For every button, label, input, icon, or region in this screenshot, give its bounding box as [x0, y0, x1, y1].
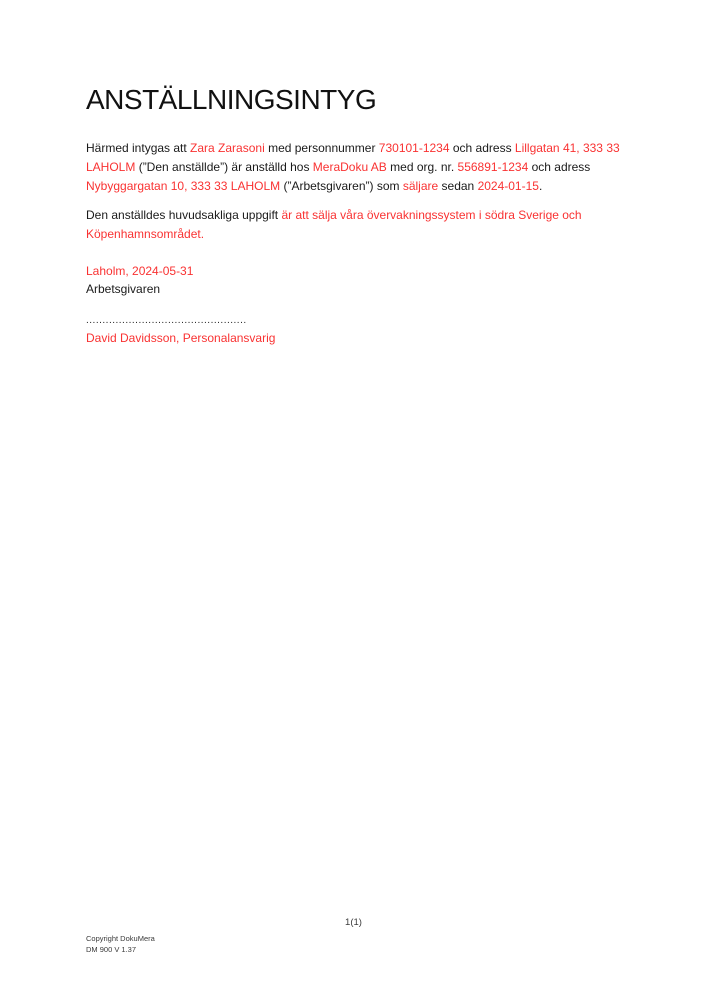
text-segment: (”Arbetsgivaren”) som	[280, 179, 403, 193]
text-segment: och adress	[449, 141, 515, 155]
text-segment: Härmed intygas att	[86, 141, 191, 155]
signature-dotted-line: .................................................	[86, 315, 247, 326]
duties-paragraph	[86, 206, 623, 244]
document-content	[86, 84, 623, 347]
text-segment: Den anställdes huvudsakliga uppgift	[86, 208, 282, 222]
signature-block	[86, 315, 623, 347]
highlighted-text-segment: är att sälja våra övervakningssystem i södra Sverige och Köpenhamnsområdet.	[86, 208, 582, 241]
page-number: 1(1)	[345, 917, 362, 928]
highlighted-text-segment: 2024-01-15	[477, 179, 539, 193]
signoff-block	[86, 262, 623, 298]
signature-name: David Davidsson, Personalansvarig	[86, 331, 276, 345]
intro-paragraph	[86, 139, 623, 196]
highlighted-text-segment: 730101-1234	[378, 141, 450, 155]
text-segment: .	[538, 179, 543, 193]
highlighted-text-segment: Nybyggargatan 10, 333 33 LAHOLM	[86, 179, 281, 193]
highlighted-text-segment: MeraDoku AB	[312, 160, 387, 174]
document-title: ANSTÄLLNINGSINTYG	[86, 84, 377, 115]
signer-role: Arbetsgivaren	[86, 282, 161, 296]
copyright-line: Copyright DokuMera	[86, 934, 155, 943]
place-and-date: Laholm, 2024-05-31	[86, 264, 194, 278]
highlighted-text-segment: säljare	[402, 179, 439, 193]
text-segment: sedan	[438, 179, 478, 193]
text-segment: med personnummer	[264, 141, 379, 155]
highlighted-text-segment: Lillgatan 41, 333 33 LAHOLM	[86, 141, 620, 174]
version-line: DM 900 V 1.37	[86, 945, 137, 954]
text-segment: och adress	[528, 160, 591, 174]
highlighted-text-segment: Zara Zarasoni	[190, 141, 265, 155]
highlighted-text-segment: 556891-1234	[457, 160, 529, 174]
text-segment: med org. nr.	[386, 160, 458, 174]
text-segment: (”Den anställde”) är anställd hos	[135, 160, 313, 174]
copyright-block	[86, 933, 155, 955]
